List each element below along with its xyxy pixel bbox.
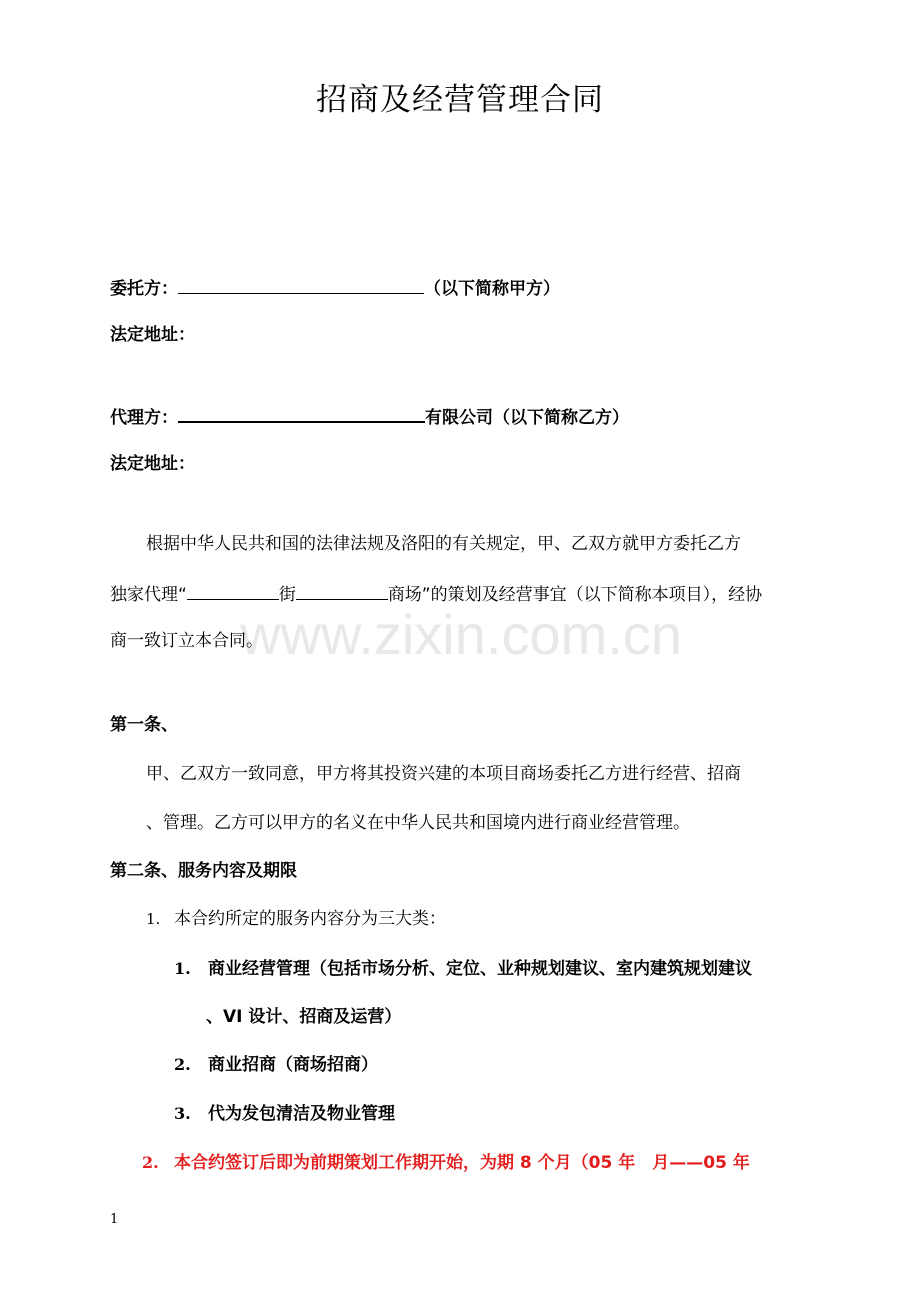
- watermark: www.zixin.com.cn: [240, 603, 682, 666]
- sub-item-3: [174, 1103, 395, 1125]
- article-1-heading: 第一条、: [110, 715, 178, 735]
- preamble-text-c: 商场”的策划及经营事宜（以下简称本项目），经协: [387, 585, 763, 605]
- preamble-line-1: 根据中华人民共和国的法律法规及洛阳的有关规定，甲、乙双方就甲方委托乙方: [146, 534, 741, 554]
- party-b-blank: [178, 404, 425, 423]
- page-number: 1: [110, 1212, 119, 1227]
- sub-item-1-number: 1.: [174, 959, 191, 978]
- preamble-line-3: 商一致订立本合同。: [110, 631, 263, 651]
- item-1-text: 本合约所定的服务内容分为三大类：: [174, 909, 446, 929]
- party-a-label: 委托方：: [110, 279, 178, 299]
- party-a-line: [110, 276, 560, 300]
- sub-item-1: [174, 958, 752, 980]
- party-b-label: 代理方：: [110, 408, 178, 428]
- party-a-blank: [178, 276, 424, 294]
- party-b-suffix: 有限公司（以下简称乙方）: [425, 408, 629, 428]
- sub-item-1-continuation: 、VI 设计、招商及运营）: [206, 1007, 402, 1027]
- preamble-text-b: 街: [278, 585, 296, 605]
- street-blank: [187, 582, 279, 600]
- item-1-number: 1.: [146, 910, 161, 928]
- document-title: 招商及经营管理合同: [316, 82, 604, 118]
- preamble-line-2: [110, 582, 762, 606]
- mall-blank: [296, 582, 388, 600]
- sub-item-2-text: 商业招商（商场招商）: [208, 1055, 378, 1075]
- item-2-number: 2.: [142, 1153, 159, 1172]
- party-a-suffix: （以下简称甲方）: [424, 279, 560, 299]
- article-1-line-1: 甲、乙双方一致同意，甲方将其投资兴建的本项目商场委托乙方进行经营、招商: [146, 764, 741, 784]
- sub-item-3-text: 代为发包清洁及物业管理: [208, 1104, 395, 1124]
- sub-item-1-text: 商业经营管理（包括市场分析、定位、业种规划建议、室内建筑规划建议: [208, 959, 752, 979]
- sub-item-2: [174, 1054, 378, 1076]
- article-2-item-1: [146, 908, 446, 930]
- item-2-text: 本合约签订后即为前期策划工作期开始，为期 8 个月（05 年 月——05 年: [174, 1153, 750, 1173]
- party-b-address-label: 法定地址：: [110, 454, 195, 474]
- article-2-item-2: [142, 1152, 750, 1174]
- article-2-heading: 第二条、服务内容及期限: [110, 861, 297, 881]
- article-1-line-2: 、管理。乙方可以甲方的名义在中华人民共和国境内进行商业经营管理。: [146, 813, 690, 833]
- party-a-address-label: 法定地址：: [110, 325, 195, 345]
- party-b-line: [110, 404, 629, 429]
- preamble-text-a: 独家代理“: [110, 585, 187, 605]
- sub-item-3-number: 3.: [174, 1104, 191, 1123]
- sub-item-2-number: 2.: [174, 1055, 191, 1074]
